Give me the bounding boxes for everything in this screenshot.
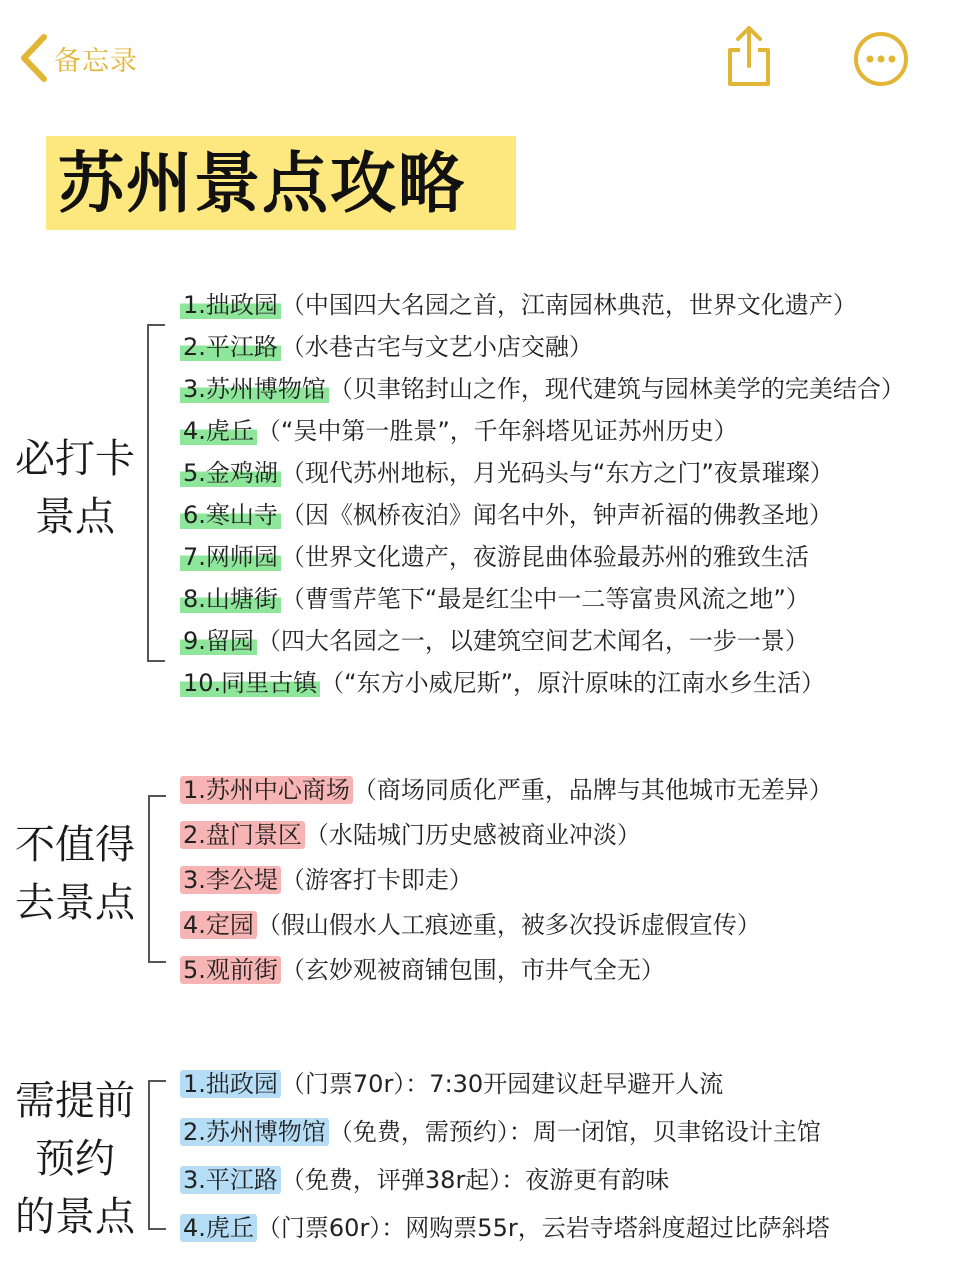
share-icon (718, 24, 780, 90)
attraction-list (180, 768, 833, 993)
section-bracket (148, 795, 166, 963)
attraction-note: （游客打卡即走） (280, 866, 473, 894)
section-label-line: 需提前 (15, 1078, 135, 1124)
attraction-note: （门票60r）：网购票55r，云岩寺塔斜度超过比萨斜塔 (256, 1214, 830, 1242)
list-item (180, 368, 905, 410)
attraction-note: （免费，需预约）：周一闭馆，贝聿铭设计主馆 (328, 1118, 821, 1146)
attraction-name: 3.苏州博物馆 (180, 375, 329, 403)
attraction-note: （因《枫桥夜泊》闻名中外，钟声祈福的佛教圣地） (280, 501, 833, 529)
more-options-button[interactable] (852, 30, 910, 88)
attraction-note: （四大名园之一，以建筑空间艺术闻名，一步一景） (256, 627, 809, 655)
attraction-list (180, 284, 905, 704)
attraction-name: 3.李公堤 (180, 866, 281, 894)
attraction-name: 9.留园 (180, 627, 257, 655)
attraction-note: （假山假水人工痕迹重，被多次投诉虚假宣传） (256, 911, 761, 939)
attraction-name: 10.同里古镇 (180, 669, 320, 697)
chevron-left-icon (18, 33, 50, 83)
attraction-name: 1.拙政园 (180, 1070, 281, 1098)
attraction-note: （水陆城门历史感被商业冲淡） (304, 821, 641, 849)
attraction-name: 2.苏州博物馆 (180, 1118, 329, 1146)
list-item (180, 903, 833, 948)
section-label-line: 不值得 (15, 822, 135, 868)
attraction-note: （中国四大名园之首，江南园林典范，世界文化遗产） (280, 291, 857, 319)
attraction-note: （水巷古宅与文艺小店交融） (280, 333, 593, 361)
attraction-name: 8.山塘街 (180, 585, 281, 613)
attraction-name: 7.网师园 (180, 543, 281, 571)
share-button[interactable] (718, 24, 780, 90)
attraction-note: （贝聿铭封山之作，现代建筑与园林美学的完美结合） (328, 375, 905, 403)
attraction-note: （商场同质化严重，品牌与其他城市无差异） (352, 776, 833, 804)
attraction-name: 4.虎丘 (180, 417, 257, 445)
section-label-line: 预约 (35, 1136, 115, 1182)
section-bracket (148, 1080, 166, 1230)
section-label-line: 景点 (35, 494, 115, 540)
list-item (180, 578, 905, 620)
list-item (180, 1156, 830, 1204)
attraction-name: 5.金鸡湖 (180, 459, 281, 487)
list-item (180, 410, 905, 452)
attraction-name: 6.寒山寺 (180, 501, 281, 529)
page-title: 苏州景点攻略 (58, 145, 466, 222)
section-label (0, 816, 150, 932)
list-item (180, 536, 905, 578)
list-item (180, 768, 833, 813)
list-item (180, 1204, 830, 1252)
attraction-name: 2.平江路 (180, 333, 281, 361)
list-item (180, 948, 833, 993)
attraction-name: 4.定园 (180, 911, 257, 939)
section-must-visit (0, 284, 960, 704)
section-label-line: 去景点 (15, 880, 135, 926)
list-item (180, 662, 905, 704)
list-item (180, 284, 905, 326)
attraction-name: 4.虎丘 (180, 1214, 257, 1242)
attraction-note: （曹雪芹笔下“最是红尘中一二等富贵风流之地”） (280, 585, 810, 613)
back-button[interactable] (18, 30, 138, 86)
list-item (180, 1108, 830, 1156)
attraction-note: （“东方小威尼斯”，原汁原味的江南水乡生活） (320, 669, 826, 697)
ellipsis-circle-icon (852, 30, 910, 88)
attraction-note: （免费，评弹38r起）：夜游更有韵味 (280, 1166, 670, 1194)
list-item (180, 813, 833, 858)
list-item (180, 620, 905, 662)
attraction-name: 2.盘门景区 (180, 821, 305, 849)
attraction-name: 5.观前街 (180, 956, 281, 984)
attraction-note: （现代苏州地标，月光码头与“东方之门”夜景璀璨） (280, 459, 834, 487)
list-item (180, 858, 833, 903)
section-reservation-required (0, 1060, 960, 1270)
attraction-note: （世界文化遗产，夜游昆曲体验最苏州的雅致生活 (280, 543, 809, 571)
list-item (180, 494, 905, 536)
section-label-line: 必打卡 (15, 436, 135, 482)
attraction-note: （“吴中第一胜景”，千年斜塔见证苏州历史） (256, 417, 738, 445)
navigation-bar (0, 0, 960, 110)
attraction-name: 1.苏州中心商场 (180, 776, 353, 804)
list-item (180, 452, 905, 494)
section-label-line: 的景点 (15, 1194, 135, 1240)
attraction-name: 1.拙政园 (180, 291, 281, 319)
attraction-note: （门票70r）：7:30开园建议赶早避开人流 (280, 1070, 724, 1098)
attraction-name: 3.平江路 (180, 1166, 281, 1194)
attraction-list (180, 1060, 830, 1252)
section-label (0, 1072, 150, 1246)
attraction-note: （玄妙观被商铺包围，市井气全无） (280, 956, 665, 984)
section-label (0, 430, 150, 546)
list-item (180, 1060, 830, 1108)
back-button-label: 备忘录 (54, 45, 138, 77)
list-item (180, 326, 905, 368)
section-not-worth (0, 768, 960, 998)
